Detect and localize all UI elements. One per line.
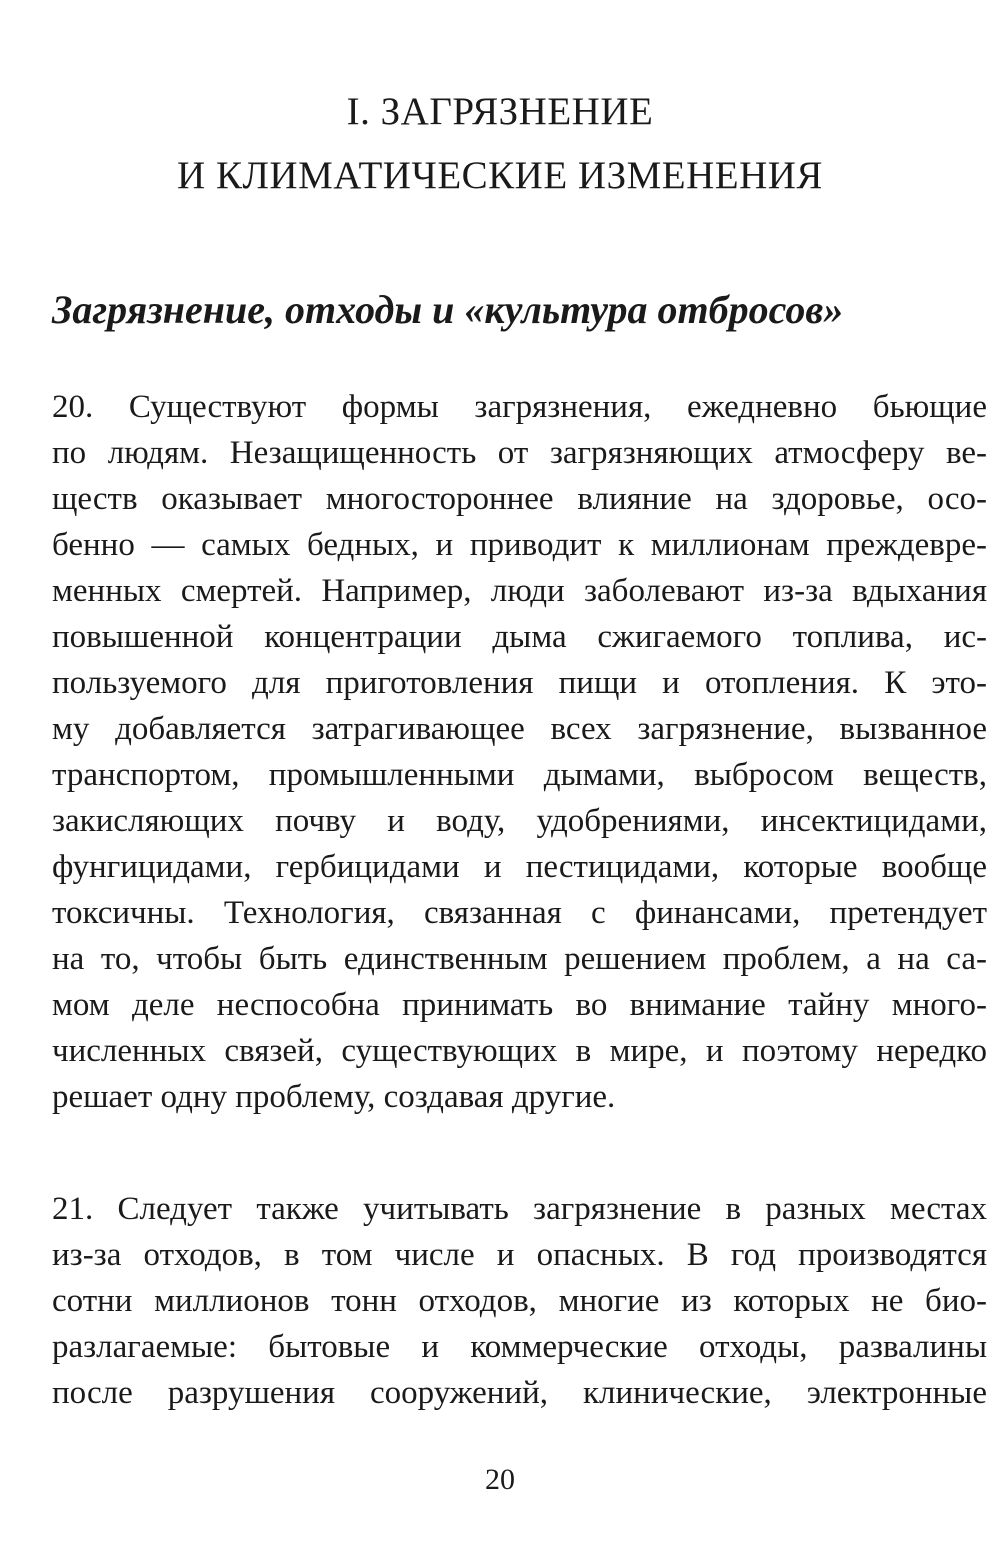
text-line: токсичны. Технология, связанная с финансами, претендует	[52, 895, 987, 931]
text-line: сотни миллионов тонн отходов, многие из которых не био-	[52, 1283, 987, 1319]
text-line: разлагаемые: бытовые и коммерческие отходы, развалины	[52, 1329, 987, 1365]
chapter-title	[0, 80, 1000, 208]
text-line: численных связей, существующих в мире, и поэтому нередко	[52, 1033, 987, 1069]
text-line: из-за отходов, в том числе и опасных. В год производятся	[52, 1237, 987, 1273]
text-line: ществ оказывает многостороннее влияние на здоровье, осо-	[52, 481, 987, 517]
text-line: фунгицидами, гербицидами и пестицидами, которые вообще	[52, 849, 987, 885]
text-line: 21. Следует также учитывать загрязнение в разных местах	[52, 1191, 987, 1227]
chapter-title-line-2: И КЛИМАТИЧЕСКИЕ ИЗМЕНЕНИЯ	[177, 154, 823, 197]
text-line: мом деле неспособна принимать во внимание тайну много-	[52, 987, 987, 1023]
page-number: 20	[485, 1463, 515, 1496]
text-line: бенно — самых бедных, и приводит к миллионам преждевре-	[52, 527, 987, 563]
section-heading: Загрязнение, отходы и «культура отбросов»	[52, 287, 844, 332]
text-line: повышенной концентрации дыма сжигаемого топлива, ис-	[52, 619, 987, 655]
paragraph-20	[52, 384, 987, 1120]
text-line: менных смертей. Например, люди заболевают из-за вдыхания	[52, 573, 987, 609]
text-line: на то, чтобы быть единственным решением проблем, а на са-	[52, 941, 987, 977]
text-line: 20. Существуют формы загрязнения, ежедневно бьющие	[52, 389, 987, 425]
text-line: решает одну проблему, создавая другие.	[52, 1079, 616, 1115]
text-line: транспортом, промышленными дымами, выбросом веществ,	[52, 757, 987, 793]
text-line: после разрушения сооружений, клинические, электронные	[52, 1375, 987, 1411]
text-line: му добавляется затрагивающее всех загрязнение, вызванное	[52, 711, 987, 747]
text-line: по людям. Незащищенность от загрязняющих атмосферу ве-	[52, 435, 987, 471]
chapter-title-line-1: I. ЗАГРЯЗНЕНИЕ	[346, 90, 654, 133]
text-line: закисляющих почву и воду, удобрениями, инсектицидами,	[52, 803, 987, 839]
text-line: пользуемого для приготовления пищи и отопления. К это-	[52, 665, 987, 701]
paragraph-21	[52, 1186, 987, 1416]
